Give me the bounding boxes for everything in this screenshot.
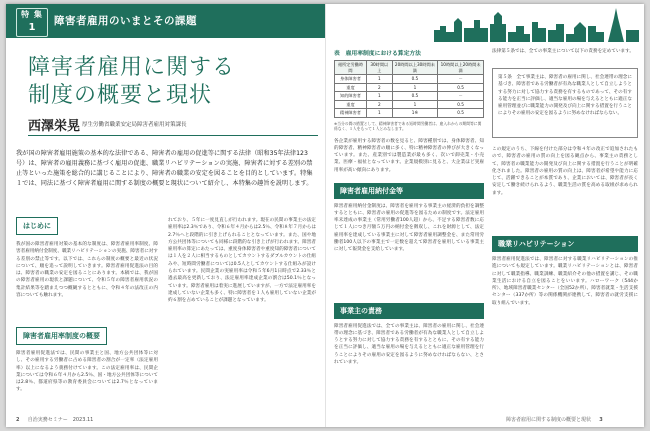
calc-table [334,60,484,118]
table-cell: 精神障害者 [335,109,367,118]
table-cell: － [438,92,484,101]
table-cell: 0.5 [392,92,438,101]
author-name: 西澤栄晃 [28,119,81,134]
title-divider [28,135,318,136]
table-cell: 0.5 [392,75,438,84]
table-header-row [335,61,484,75]
left-column-1 [16,217,158,427]
table-row [335,75,484,84]
table-cell: 重度 [335,83,367,92]
table-row [335,92,484,101]
table-title: 表 雇用率制度における算定方法 [334,51,421,57]
magazine-spread [6,4,644,427]
table-cell: 0.5 [438,109,484,118]
table-cell: 0.5 [438,100,484,109]
right-column-2 [492,48,638,356]
table-cell: 2 [367,100,393,109]
table-cell: 1 [367,92,393,101]
article5-quote-box [492,68,638,138]
feature-tag-number: 1 [28,22,36,33]
heading-intro: はじめに [16,217,58,235]
heading-employer-duty: 事業主の責務 [334,303,484,319]
author-affiliation: 厚生労働省職業安定局障害者雇用対策課長 [82,122,187,128]
header-band [6,4,325,38]
table-header-cell: 週所定労働時間 [335,61,367,75]
article5-quote-text: 第５条 全て事業主は、障害者の雇用に関し、社会連帯の理念に基づき、障害者である労働者が有為な職業人として自立しようとする努力に対して協力する責務を有するものであって、その有する能力を正当に評価し、適当な雇用の場を与えるとともに適正な雇用管理並びに職業能力の開発及び向上に関する措置を行うことによりその雇用の安定を図るように努めなければならない。 [498,75,632,117]
table-cell: 1 [392,100,438,109]
table-header-cell: 30時間以上 [367,61,393,75]
table-cell: 知的障害者 [335,92,367,101]
table-row [335,83,484,92]
left-footer [16,416,93,423]
heading-quota-system: 障害者雇用率制度の概要 [16,327,107,345]
table-note: ※当分の間の措置として、精神障害者である短時間労働者は、雇入れからの期間等に関係なく、１人をもって１人とみなします。 [334,120,482,131]
table-cell: 重度 [335,100,367,109]
article-title [28,54,318,110]
left-page [6,4,325,427]
employer-duty-text: 障害者雇用促進法では、全ての事業主は、障害者の雇用に関し、社会連帯の理念に基づき、障害者である労働者が有為な職業人として自立しようとする努力に対して協力する責務を有するとともに、その有する能力を正当に評価し、適当な雇用の場を与えるとともに適正な雇用管理を行うことによりその雇用の安定を図るように努めなければならない、とされています。 [334,323,484,365]
vocational-rehab-text: 障害者雇用促進法では、障害者に対する職業リハビリテーションの推進についても規定しています。職業リハビリテーションとは、障害者に対して職業指導、職業訓練、職業紹介その他の措置を講じ、その職業生活における自立を図ることをいいます。ハローワーク（544か所）、地域障害者職業センター（全国52か所）、障害者就業・生活支援センター（337か所）等の関係機関が連携して、障害者の就労支援に取り組んでいます。 [492,257,638,306]
table-cell: 1 [367,109,393,118]
table-row [335,100,484,109]
intro-text: 我が国の障害者雇用対策の基本的な制度は、障害者雇用率制度、障害者雇用納付金制度、職業リハビリテーションの実施、障害者に対する差別の禁止等です。以下では、これらの制度の概要と最近の状況について、順を追って説明していきます。障害者雇用促進法の目的は、障害者の職業の安定を図ることにあります。本稿では、我が国の障害者雇用の現状と課題について、令和５年の障害者雇用状況の集計結果等を踏まえつつ概観するとともに、令和４年の法改正の内容についても触れます。 [16,242,158,299]
right-footer [506,416,603,423]
right-page [325,4,644,427]
running-title: 障害者雇用に関する制度の概要と現状 [506,417,592,423]
table-row [335,109,484,118]
heading-levy: 障害者雇用納付金等 [334,183,484,199]
series-title: 障害者雇用のいまとその課題 [54,15,197,27]
left-column-2 [168,217,316,411]
table-cell: － [438,75,484,84]
feature-tag [16,8,48,37]
table-cell: 2 [367,83,393,92]
feature-tag-label: 特 集 [21,10,43,19]
table-cell: 0.5 [438,83,484,92]
city-skyline-illustration [434,8,639,42]
levy-text: 障害者雇用納付金制度は、障害者を雇用する事業主の経済的負担を調整するとともに、障害者の雇用の促進等を図るための制度です。法定雇用率未達成の事業主（常用労働者100人超）から、不足する障害者数に応じて１人につき月額５万円の納付金を徴収し、これを財源として、法定雇用率を達成している事業主に対して障害者雇用調整金を、また常用労働者100人以下の事業主で一定数を超えて障害者を雇用している事業主に対して報奨金を支給しています。 [334,203,484,253]
employment-stats-text: 各企業が雇用する障害者の数を見ると、障害種別では、身体障害者、知的障害者、精神障害者の順に多く、特に精神障害者の伸びが大きくなっています。また、産業別では製造業が最も多く、次いで卸売業・小売業、医療・福祉となっています。企業規模別に見ると、大企業ほど実雇用率が高い傾向にあります。 [334,138,484,173]
lead-paragraph: 我が国の障害者雇用施策の基本的な法律である、障害者の雇用の促進等に関する法律（昭和35年法律123号）は、障害者の雇用義務に基づく雇用の促進、職業リハビリテーションの実施、障害者に対する差別の禁止等といった施策を総合的に講じることにより、障害者の職業の安定を図ることを目的としています。特集１では、同法に基づく障害者雇用に関する制度の概要と現状について紹介し、本特集の趣旨を説明します。 [16,150,313,187]
article-title-line1: 障害者雇用に関する [28,55,236,80]
heading-vocational-rehab: 職業リハビリテーション [492,236,638,252]
quota-text: 障害者雇用促進法では、民間の事業主と国、地方公共団体等に対し、その雇用する労働者に占める障害者の割合が一定率（法定雇用率）以上になるよう義務付けています。この法定雇用率は、民間企業については令和６年４月から2.5％、国・地方公共団体等については2.8％、都道府県等の教育委員会については2.7％となっています。 [16,351,158,393]
amendment-text: この規定のうち、下線を付けた部分は令和４年の改正で追加されたもので、障害者の雇用の質の向上を図る観点から、事業主の責務として、障害者の職業能力の開発及び向上に関する措置を行うことが明確化されました。障害者の雇用の質の向上は、障害者が希望や能力に応じて、活躍できることが本質であり、企業においては、障害者が長く安定して働き続けられるよう、職業生活の質を高める取組が求められます。 [492,147,638,196]
table-header-cell: 20時間以上30時間未満 [392,61,438,75]
quota-continued-text: れており、５年に一度見直しが行われます。現在の民間の事業主の法定雇用率は2.3％であり、令和６年４月からは2.5％、令和８年７月からは2.7％へと段階的に引き上げられることとなっています。また、国や地方公共団体等についても同様に段階的な引き上げが行われます。障害者雇用率の算定にあたっては、重度身体障害者や重度知的障害者については１人を２人に相当するものとしてカウントするダブルカウントの仕組みや、短時間労働者については0.5人としてカウントする仕組みが設けられています。民間企業の実雇用率は令和５年6月1日時点で2.33％と過去最高を更新しており、法定雇用率達成企業の割合は50.1％となっています。障害者雇用は着実に進展していますが、一方で法定雇用率を達成していない企業も多く、特に障害者を１人も雇用していない企業が約６割を占めていることが課題となっています。 [168,218,316,304]
table-cell: 身体障害者 [335,75,367,84]
article5-intro-text: 法律第５条では、全ての事業主について以下の責務を定めています。 [492,49,634,54]
journal-name: 自治実務セミナー 2023.11 [27,417,94,423]
table-cell: 1※ [392,109,438,118]
calc-table-block [334,48,484,389]
left-page-number: 2 [16,417,20,423]
table-header-cell: 10時間以上20時間未満 [438,61,484,75]
table-cell: 1 [392,83,438,92]
article-title-line2: 制度の概要と現状 [28,83,213,108]
table-cell: 1 [367,75,393,84]
right-page-number: 3 [599,417,603,423]
